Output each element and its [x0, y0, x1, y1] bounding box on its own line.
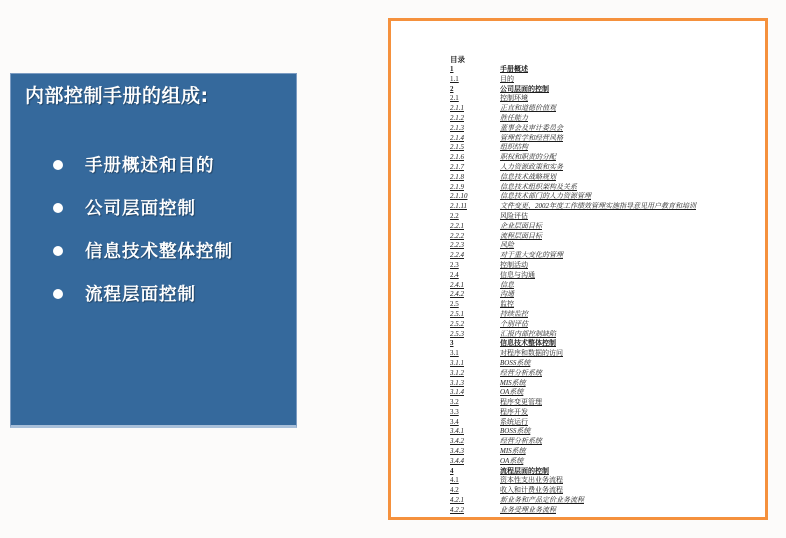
toc-entry — [450, 486, 761, 496]
toc-entry-title: 监控 — [500, 300, 514, 309]
toc-list — [450, 65, 761, 516]
toc-entry — [450, 506, 761, 516]
bullet-icon — [53, 289, 63, 299]
toc-entry-title: 信息 — [500, 280, 514, 289]
toc-entry-title: 收入和计费业务流程 — [500, 486, 563, 495]
toc-entry-title: 信息技术战略规划 — [500, 172, 556, 181]
toc-entry — [450, 467, 761, 477]
toc-entry-number: 2.1.1 — [450, 104, 464, 113]
bullet-icon — [53, 160, 63, 170]
toc-entry — [450, 134, 761, 144]
document-preview — [388, 18, 768, 520]
bullet-icon — [53, 203, 63, 213]
toc-entry-number: 2.1.2 — [450, 113, 464, 122]
toc-entry — [450, 94, 761, 104]
toc-entry-title: 管理哲学和经营风格 — [500, 133, 563, 142]
toc-entry-number: 3.1.2 — [450, 368, 464, 377]
toc-entry-title: 信息与沟通 — [500, 270, 535, 279]
toc-entry-title: 程序开发 — [500, 407, 528, 416]
bullet-item — [25, 229, 284, 272]
toc-entry-title: 业务受理业务流程 — [500, 505, 556, 514]
toc-entry — [450, 212, 761, 222]
toc-entry-title: MIS系统 — [500, 447, 526, 456]
toc-entry-title: 文件变更、2002年度工作绩效管理实施指导意见用户教育和培训 — [500, 202, 696, 211]
bullet-list — [25, 143, 284, 315]
toc-entry — [450, 163, 761, 173]
toc-entry-number: 2.1.11 — [450, 202, 467, 211]
toc-entry-number: 2.1.9 — [450, 182, 464, 191]
toc-entry-number: 2.1.6 — [450, 153, 464, 162]
toc-entry-title: 经营分析系统 — [500, 368, 542, 377]
toc-entry-number: 2.2.2 — [450, 231, 464, 240]
toc-entry-number: 2.1.3 — [450, 123, 464, 132]
toc-entry-title: OA系统 — [500, 456, 524, 465]
toc-entry-number: 2.5.2 — [450, 319, 464, 328]
toc-entry-title: 控制活动 — [500, 260, 528, 269]
toc-entry-title: 经营分析系统 — [500, 437, 542, 446]
toc-entry-number: 3.1.4 — [450, 388, 464, 397]
toc-entry-number: 3.2 — [450, 398, 459, 407]
toc-entry-number: 4.2.1 — [450, 496, 464, 505]
toc-entry-title: 信息技术整体控制 — [500, 339, 556, 348]
toc-entry — [450, 369, 761, 379]
toc-entry-title: 信息技术部门的人力资源管理 — [500, 192, 591, 201]
toc-entry-number: 2 — [450, 84, 454, 93]
toc-entry — [450, 232, 761, 242]
toc-entry-number: 3.4.1 — [450, 427, 464, 436]
toc-entry-title: 对于重大变化的管理 — [500, 251, 563, 260]
toc-entry-title: OA系统 — [500, 388, 524, 397]
toc-entry-title: 公司层面的控制 — [500, 84, 549, 93]
toc-entry — [450, 476, 761, 486]
toc-entry-number: 3 — [450, 339, 454, 348]
toc-entry — [450, 408, 761, 418]
toc-entry-number: 1 — [450, 65, 454, 73]
toc-entry-title: 新业务和产品定价业务流程 — [500, 496, 584, 505]
toc-entry-title: 组织结构 — [500, 143, 528, 152]
toc-entry — [450, 153, 761, 163]
toc-entry — [450, 75, 761, 85]
toc-entry — [450, 173, 761, 183]
toc-entry-number: 3.4.4 — [450, 456, 464, 465]
toc-entry-number: 3.4.3 — [450, 447, 464, 456]
toc-entry-title: 风险评估 — [500, 211, 528, 220]
toc-entry — [450, 271, 761, 281]
toc-entry — [450, 398, 761, 408]
toc-entry — [450, 222, 761, 232]
toc-entry — [450, 65, 761, 75]
toc-entry-title: 个别评估 — [500, 319, 528, 328]
toc-entry-number: 2.2 — [450, 211, 459, 220]
toc-entry-title: 汇报内部控制缺陷 — [500, 329, 556, 338]
toc-entry-number: 3.1 — [450, 349, 459, 358]
toc-entry-number: 1.1 — [450, 74, 459, 83]
bullet-label: 公司层面控制 — [85, 199, 196, 219]
toc-entry-title: 正直和道德价值观 — [500, 104, 556, 113]
toc-entry — [450, 85, 761, 95]
toc-entry — [450, 418, 761, 428]
toc-entry-title: MIS系统 — [500, 378, 526, 387]
toc-entry-title: 手册概述 — [500, 65, 528, 73]
toc-entry — [450, 251, 761, 261]
toc-entry-title: 控制环境 — [500, 94, 528, 103]
toc-entry-title: 董事会及审计委员会 — [500, 123, 563, 132]
bullet-label: 手册概述和目的 — [85, 156, 215, 176]
panel-title: 内部控制手册的组成: — [25, 85, 209, 107]
toc-entry — [450, 300, 761, 310]
toc-entry — [450, 183, 761, 193]
toc-entry-number: 2.2.1 — [450, 221, 464, 230]
toc-entry-number: 3.1.1 — [450, 358, 464, 367]
toc-entry-number: 2.1.7 — [450, 162, 464, 171]
toc-entry — [450, 281, 761, 291]
bullet-item — [25, 272, 284, 315]
bullet-label: 流程层面控制 — [85, 285, 196, 305]
toc-entry — [450, 339, 761, 349]
toc-entry-number: 2.2.3 — [450, 241, 464, 250]
toc-entry — [450, 114, 761, 124]
toc-entry-number: 2.5.1 — [450, 309, 464, 318]
bullet-icon — [53, 246, 63, 256]
toc-entry-number: 4.1 — [450, 476, 459, 485]
toc-entry — [450, 192, 761, 202]
toc-entry-number: 2.3 — [450, 260, 459, 269]
toc-entry-title: 流程层面的控制 — [500, 466, 549, 475]
toc-entry-number: 3.3 — [450, 407, 459, 416]
toc-entry-title: 人力资源政策和实务 — [500, 162, 563, 171]
toc-entry-title: BOSS系统 — [500, 427, 531, 436]
toc-entry-number: 2.4.2 — [450, 290, 464, 299]
toc-entry-title: 企业层面目标 — [500, 221, 542, 230]
toc-entry — [450, 437, 761, 447]
toc-entry — [450, 447, 761, 457]
toc-entry-number: 2.4.1 — [450, 280, 464, 289]
toc-entry-title: 职权和职责的分配 — [500, 153, 556, 162]
toc-entry — [450, 290, 761, 300]
toc-entry-number: 2.5.3 — [450, 329, 464, 338]
table-of-contents — [450, 55, 761, 516]
toc-entry-number: 2.4 — [450, 270, 459, 279]
bullet-item — [25, 143, 284, 186]
toc-entry-number: 3.4.2 — [450, 437, 464, 446]
toc-entry-number: 2.1.10 — [450, 192, 468, 201]
toc-entry-title: 资本性支出业务流程 — [500, 476, 563, 485]
toc-entry — [450, 310, 761, 320]
toc-entry — [450, 457, 761, 467]
toc-entry-number: 2.1 — [450, 94, 459, 103]
toc-entry-title: BOSS系统 — [500, 358, 531, 367]
toc-entry-number: 4.2 — [450, 486, 459, 495]
toc-entry — [450, 320, 761, 330]
toc-entry-title: 胜任能力 — [500, 113, 528, 122]
toc-entry-number: 2.1.4 — [450, 133, 464, 142]
toc-entry-title: 程序变更管理 — [500, 398, 542, 407]
toc-entry-title: 信息技术组织架构及关系 — [500, 182, 577, 191]
toc-entry — [450, 124, 761, 134]
toc-entry-number: 4.2.2 — [450, 505, 464, 514]
toc-entry-number: 4 — [450, 466, 454, 475]
bullet-label: 信息技术整体控制 — [85, 242, 233, 262]
toc-entry — [450, 143, 761, 153]
toc-entry — [450, 330, 761, 340]
toc-entry-title: 沟通 — [500, 290, 514, 299]
toc-entry-number: 3.4 — [450, 417, 459, 426]
toc-entry — [450, 104, 761, 114]
left-text-panel — [10, 73, 297, 428]
toc-entry-number: 2.1.5 — [450, 143, 464, 152]
toc-entry — [450, 241, 761, 251]
toc-entry — [450, 379, 761, 389]
toc-entry-number: 2.5 — [450, 300, 459, 309]
toc-entry-title: 对程序和数据的访问 — [500, 349, 563, 358]
toc-entry-title: 风险 — [500, 241, 514, 250]
toc-entry-number: 2.1.8 — [450, 172, 464, 181]
toc-entry — [450, 359, 761, 369]
toc-entry-title: 流程层面目标 — [500, 231, 542, 240]
toc-entry-title: 系统运行 — [500, 417, 528, 426]
toc-entry-title: 持续监控 — [500, 309, 528, 318]
toc-entry — [450, 427, 761, 437]
toc-entry — [450, 261, 761, 271]
toc-entry — [450, 349, 761, 359]
toc-entry-number: 3.1.3 — [450, 378, 464, 387]
toc-entry — [450, 496, 761, 506]
toc-entry-title: 目的 — [500, 74, 514, 83]
toc-entry — [450, 388, 761, 398]
toc-entry — [450, 202, 761, 212]
bullet-item — [25, 186, 284, 229]
toc-entry-number: 2.2.4 — [450, 251, 464, 260]
toc-title: 目录 — [450, 55, 465, 64]
